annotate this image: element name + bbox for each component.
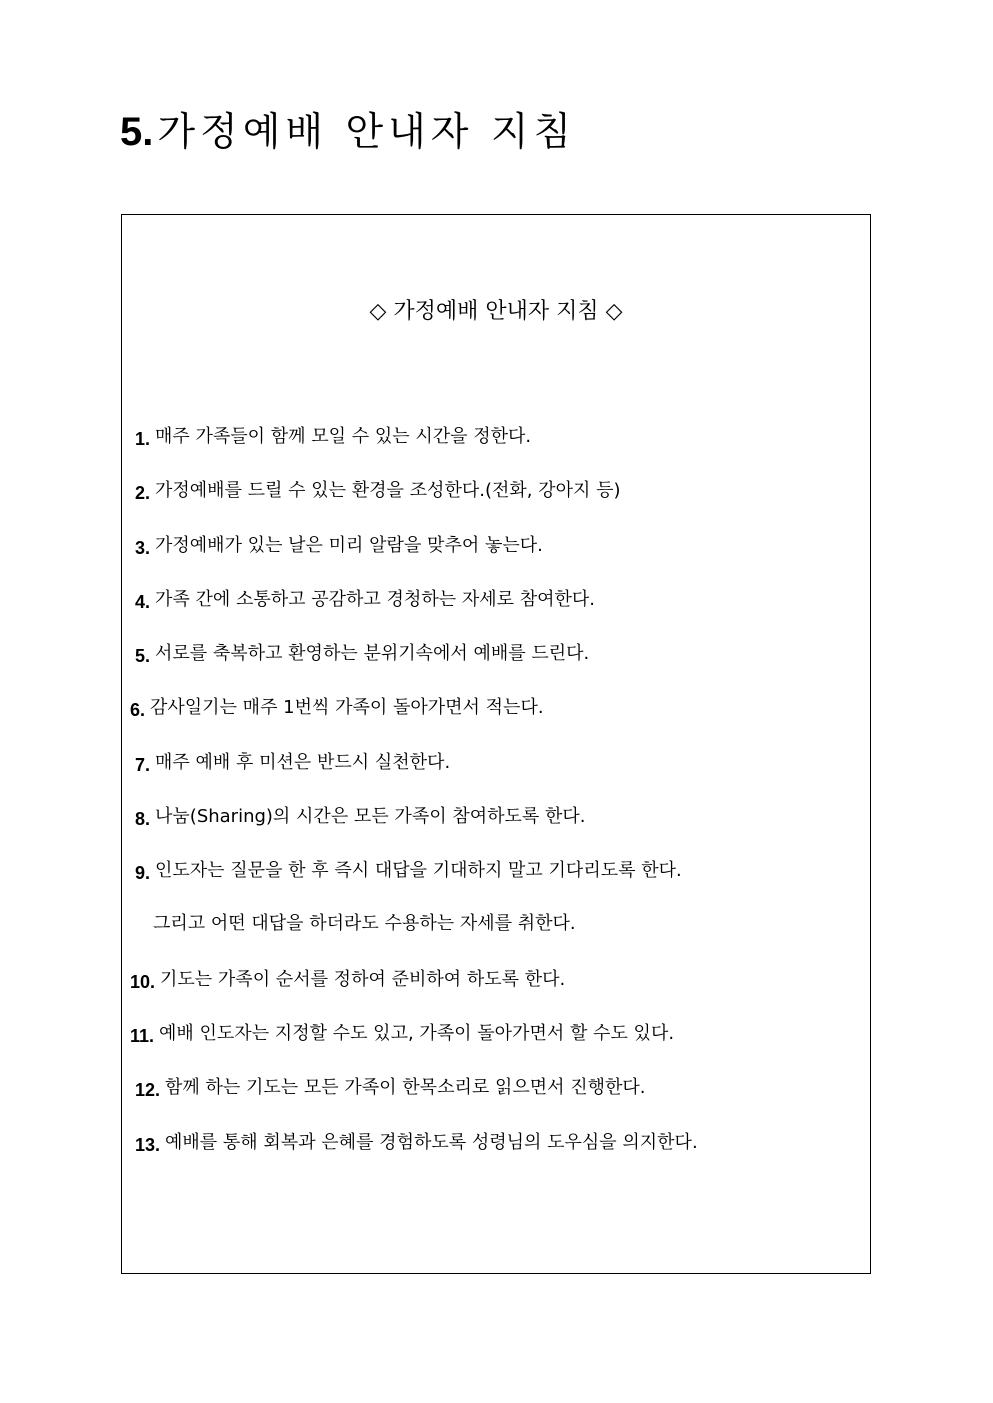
item-text: 가정예배가 있는 날은 미리 알람을 맞추어 놓는다.	[155, 535, 543, 556]
guideline-item	[130, 1023, 675, 1046]
item-number: 1.	[135, 429, 151, 449]
item-text: 매주 가족들이 함께 모일 수 있는 시간을 정한다.	[155, 426, 532, 447]
guideline-item	[130, 697, 544, 720]
item-number: 6.	[130, 700, 146, 720]
guideline-item	[135, 480, 621, 503]
item-number: 13.	[135, 1135, 161, 1155]
guideline-item-continuation	[153, 915, 576, 933]
item-number: 11.	[130, 1026, 155, 1046]
guideline-item	[130, 969, 566, 992]
page-title	[120, 110, 577, 155]
item-text: 그리고 어떤 대답을 하더라도 수용하는 자세를 취한다.	[153, 913, 576, 934]
guideline-item	[135, 1077, 646, 1100]
box-title: ◇ 가정예배 안내자 지침 ◇	[369, 299, 623, 324]
item-text: 기도는 가족이 순서를 정하여 준비하여 하도록 한다.	[160, 969, 566, 990]
item-text: 인도자는 질문을 한 후 즉시 대답을 기대하지 말고 기다리도록 한다.	[155, 860, 682, 881]
item-text: 나눔(Sharing)의 시간은 모든 가족이 참여하도록 한다.	[155, 806, 586, 827]
item-text: 함께 하는 기도는 모든 가족이 한목소리로 읽으면서 진행한다.	[165, 1077, 646, 1098]
item-number: 4.	[135, 592, 151, 612]
section-number: 5.	[120, 110, 154, 154]
item-text: 서로를 축복하고 환영하는 분위기속에서 예배를 드린다.	[155, 643, 590, 664]
item-text: 가족 간에 소통하고 공감하고 경청하는 자세로 참여한다.	[155, 589, 595, 610]
item-number: 7.	[135, 755, 151, 775]
item-text: 매주 예배 후 미션은 반드시 실천한다.	[155, 752, 451, 773]
guideline-item	[135, 535, 543, 558]
item-text: 예배를 통해 회복과 은혜를 경험하도록 성령님의 도우심을 의지한다.	[165, 1132, 698, 1153]
guideline-item	[135, 1132, 698, 1155]
guideline-item	[135, 752, 451, 775]
guideline-item	[135, 426, 532, 449]
section-title: 가정예배 안내자 지침	[157, 110, 577, 155]
guideline-box	[121, 214, 871, 1274]
item-number: 8.	[135, 809, 151, 829]
item-text: 감사일기는 매주 1번씩 가족이 돌아가면서 적는다.	[150, 697, 544, 718]
item-number: 9.	[135, 863, 151, 883]
item-text: 가정예배를 드릴 수 있는 환경을 조성한다.(전화, 강아지 등)	[155, 480, 621, 501]
item-text: 예배 인도자는 지정할 수도 있고, 가족이 돌아가면서 할 수도 있다.	[159, 1023, 675, 1044]
guideline-item	[135, 806, 586, 829]
item-number: 3.	[135, 538, 151, 558]
guideline-item	[135, 643, 590, 666]
item-number: 10.	[130, 972, 156, 992]
item-number: 12.	[135, 1080, 161, 1100]
guideline-item	[135, 860, 682, 883]
guideline-item	[135, 589, 595, 612]
item-number: 5.	[135, 646, 151, 666]
item-number: 2.	[135, 483, 151, 503]
